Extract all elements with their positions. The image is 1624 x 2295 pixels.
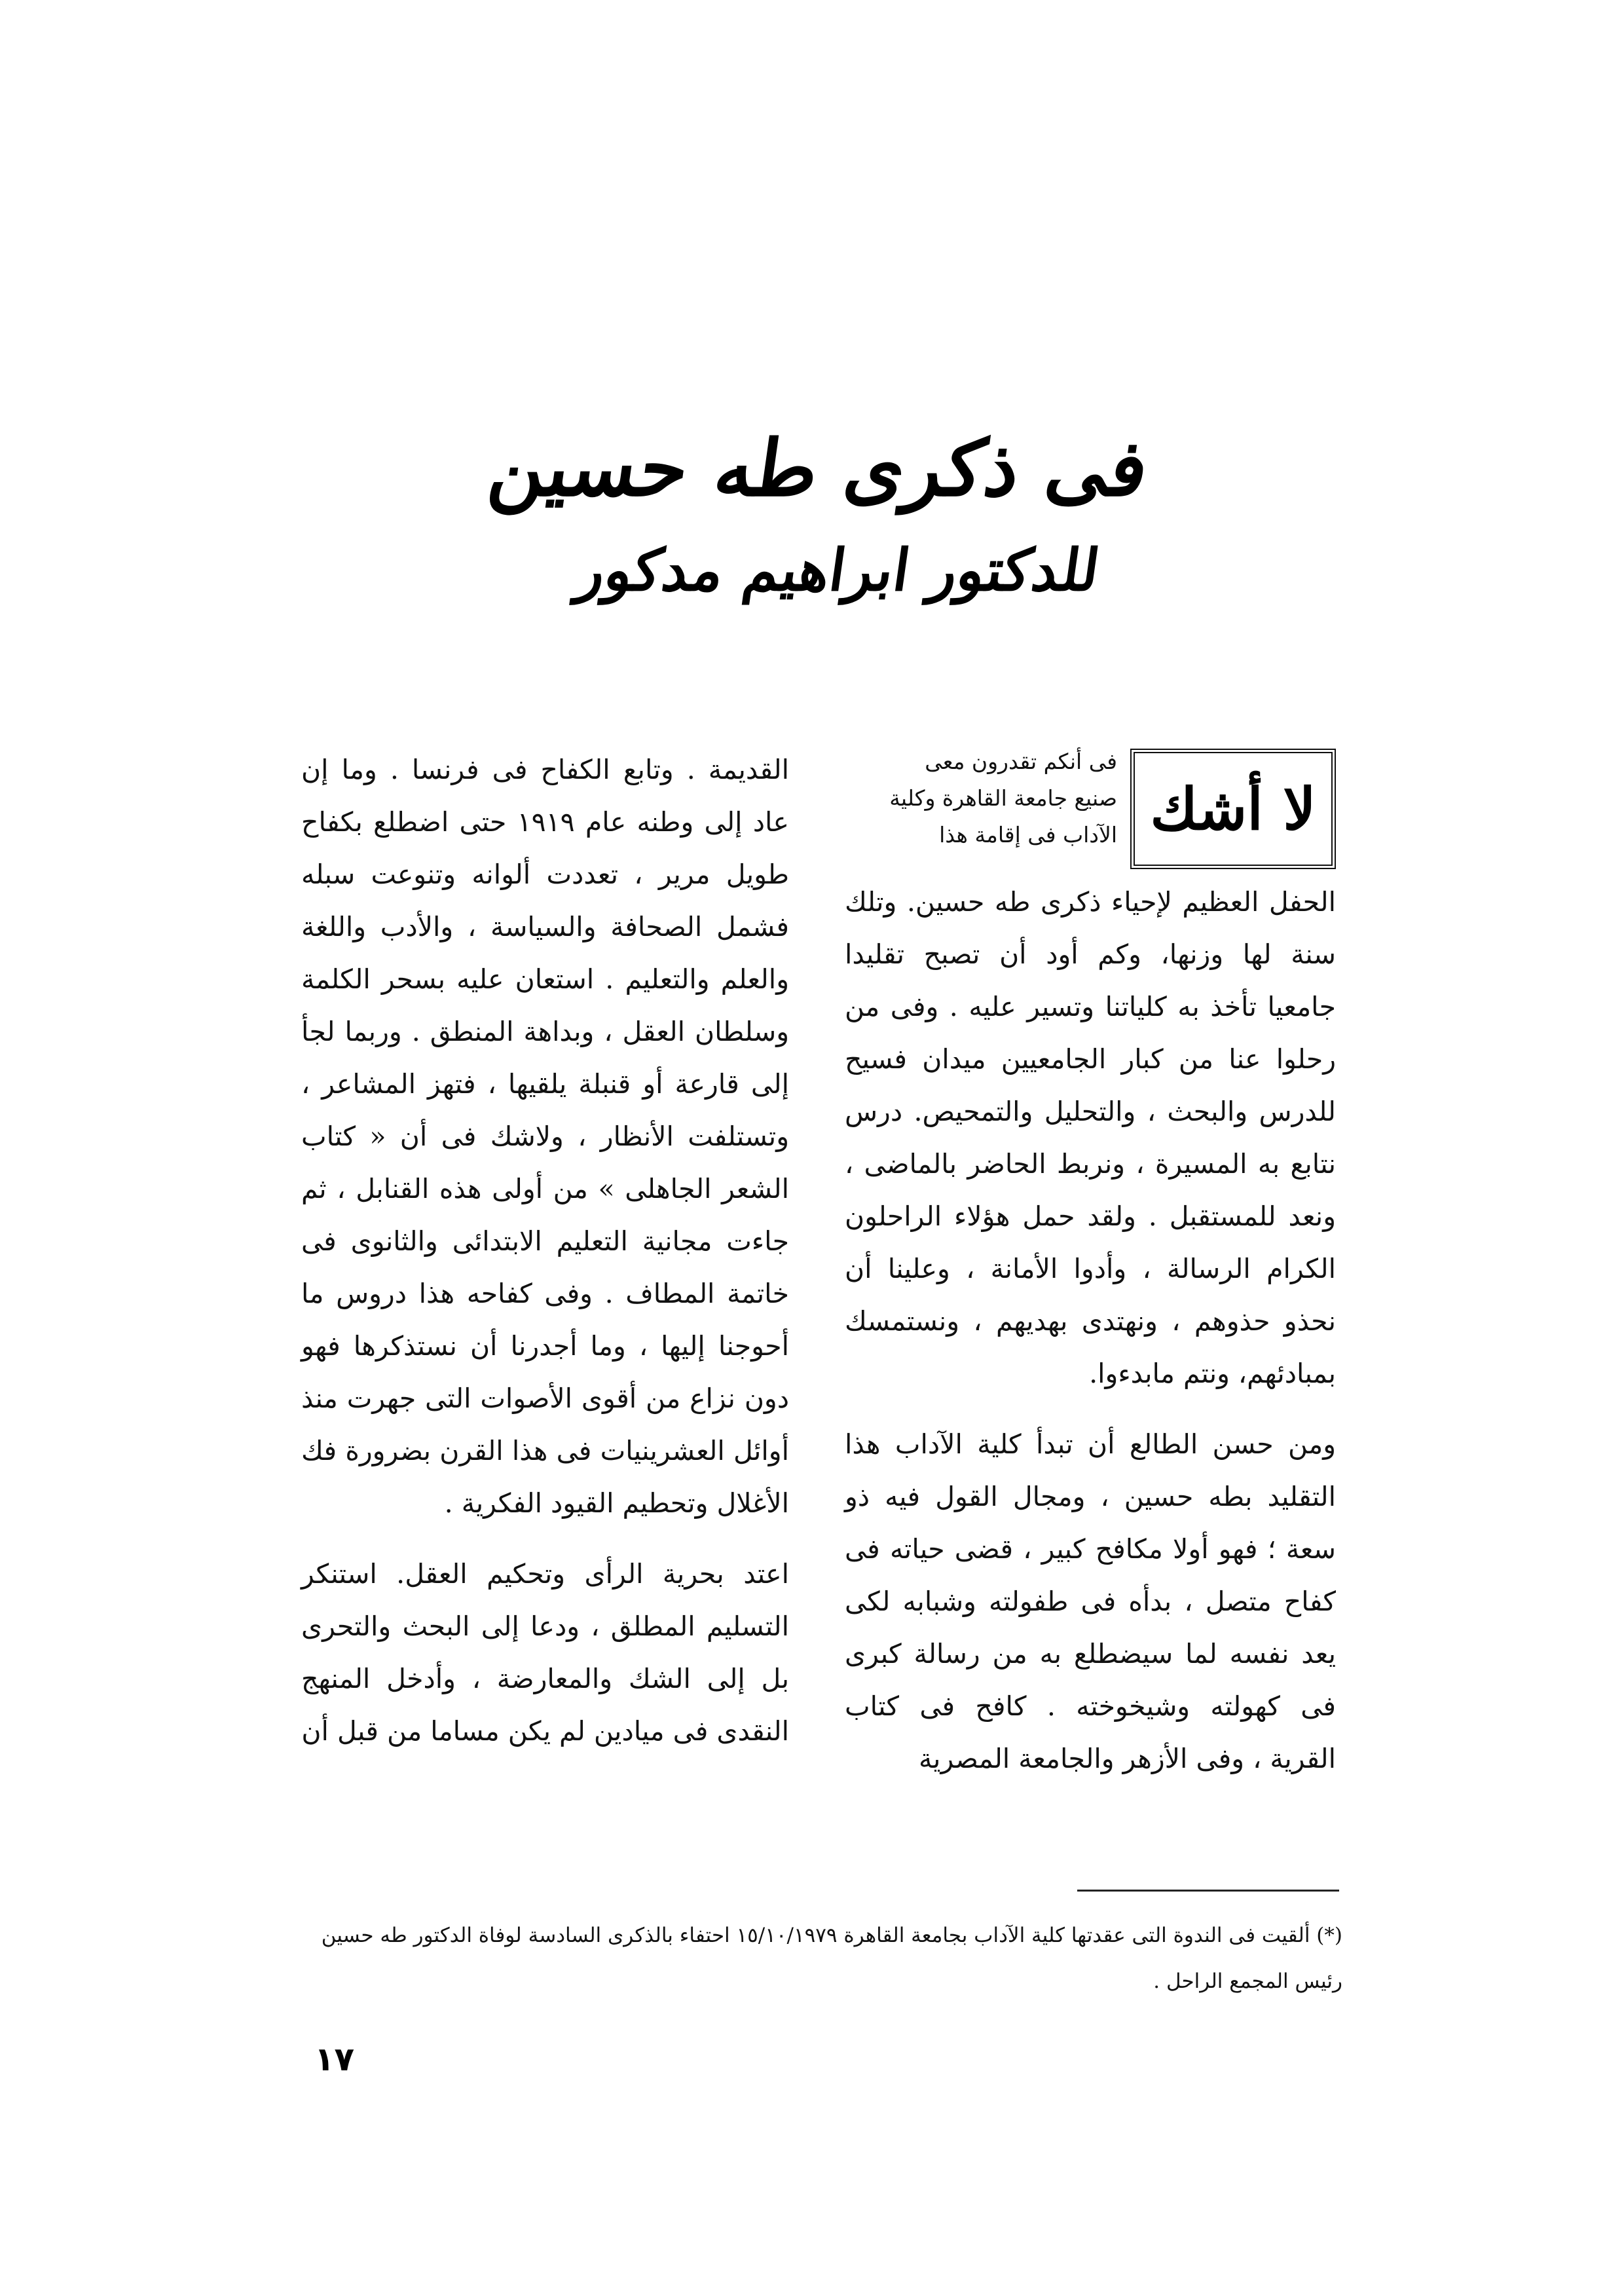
right-column <box>845 743 1336 1803</box>
paragraph: القديمة . وتابع الكفاح فى فرنسا . وما إن عاد إلى وطنه عام ١٩١٩ حتى اضطلع بكفاح طويل مرير ، تعددت ألوانه وتنوعت سبله فشمل الصحافة والسياسة ، والأدب واللغة والعلم والتعليم . استعان عليه بسحر الكلمة وسلطان العقل ، وبداهة المنطق . وربما لجأ إلى قارعة أو قنبلة يلقيها ، فتهز المشاعر ، وتستلفت الأنظار ، ولاشك فى أن « كتاب الشعر الجاهلى » من أولى هذه القنابل ، ثم جاءت مجانية التعليم الابتدائى والثانوى فى خاتمة المطاف . وفى كفاحه هذا دروس ما أحوجنا إليها ، وما أجدرنا أن نستذكرها فهو دون نزاع من أقوى الأصوات التى جهرت منذ أوائل العشرينيات فى هذا القرن بضرورة فك الأغلال وتحطيم القيود الفكرية . <box>301 754 789 1519</box>
lead-line: الآداب فى إقامة هذا <box>939 822 1117 848</box>
article-title: فى ذكرى طه حسين <box>483 422 1154 513</box>
footnote: (*) ألقيت فى الندوة التى عقدتها كلية الآداب بجامعة القاهرة ١٥/١٠/١٩٧٩ احتفاء بالذكرى السادسة لوفاة الدكتور طه حسين رئيس المجمع الراحل . <box>321 1924 1342 1993</box>
left-column <box>301 743 789 1776</box>
lead-line: صنيع جامعة القاهرة وكلية <box>889 785 1117 811</box>
page-number: ١٧ <box>314 2040 355 2078</box>
footnote-divider <box>1077 1890 1339 1892</box>
paragraph: الحفل العظيم لإحياء ذكرى طه حسين. وتلك سنة لها وزنها، وكم أود أن تصبح تقليدا جامعيا تأخذ به كلياتنا وتسير عليه . وفى من رحلوا عنا من كبار الجامعيين ميدان فسيح للدرس والبحث ، والتحليل والتمحيص. درس نتابع به المسيرة ، ونربط الحاضر بالماضى ، ونعد للمستقبل . ولقد حمل هؤلاء الراحلون الكرام الرسالة ، وأدوا الأمانة ، وعلينا أن نحذو حذوهم ، ونهتدى بهديهم ، ونستمسك بمبادئهم، ونتم مابدءوا. <box>845 886 1336 1389</box>
paragraph: اعتد بحرية الرأى وتحكيم العقل. استنكر التسليم المطلق ، ودعا إلى البحث والتحرى بل إلى الشك والمعارضة ، وأدخل المنهج النقدى فى ميادين لم يكن مساما من قبل أن <box>301 1558 789 1747</box>
lead-line: فى أنكم تقدرون معى <box>925 749 1117 774</box>
dropcap-box: لا أشك <box>1130 749 1336 869</box>
paragraph: ومن حسن الطالع أن تبدأ كلية الآداب هذا التقليد بطه حسين ، ومجال القول فيه ذو سعة ؛ فهو أولا مكافح كبير ، قضى حياته فى كفاح متصل ، بدأه فى طفولته وشبابه لكى يعد نفسه لما سيضطلع به من رسالة كبرى فى كهولته وشيخوخته . كافح فى كتاب القرية ، وفى الأزهر والجامعة المصرية <box>845 1428 1336 1774</box>
article-author: للدكتور ابراهيم مدكور <box>572 536 1104 604</box>
